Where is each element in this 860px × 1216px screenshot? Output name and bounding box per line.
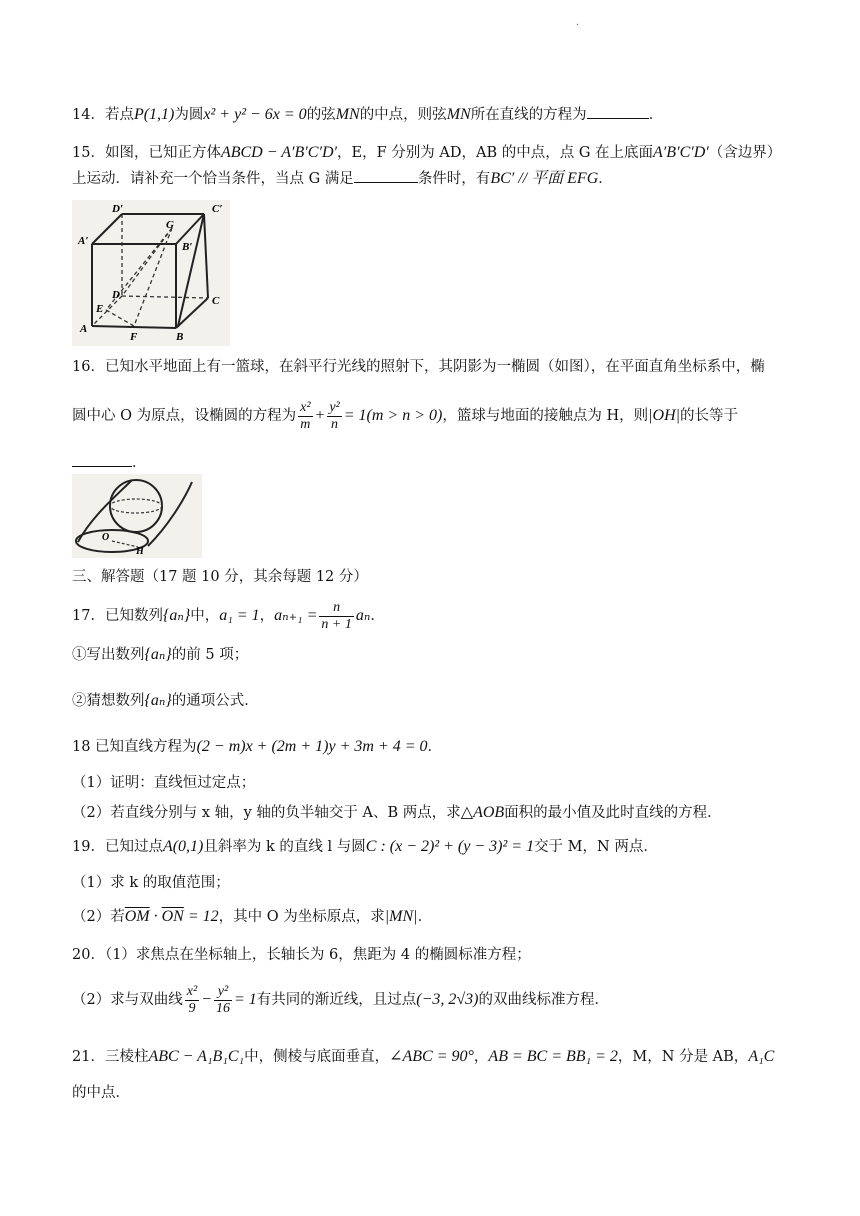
q17-sub2-prefix: ②猜想数列 (72, 693, 145, 709)
label-a: A (80, 323, 88, 335)
label-b: B (176, 331, 184, 343)
q14-prefix: 14．若点 (72, 107, 134, 123)
q21-a1c: A₁C (748, 1048, 775, 1065)
question-20-sub-2 (72, 980, 609, 1020)
q18-sub1: （1）证明：直线恒过定点； (72, 775, 256, 791)
q21-prism: ABC − A₁B₁C₁ (148, 1048, 245, 1065)
basketball-figure (72, 474, 202, 558)
q16-plus: + (314, 407, 326, 424)
q14-chord-mn: MN (335, 106, 360, 123)
q15-prefix: 15．如图，已知正方体 (72, 145, 221, 161)
question-18-sub-1 (72, 772, 255, 794)
q15-cube: ABCD − A′B′C′D′ (220, 144, 338, 161)
q20-fraction-x: $\frac{\text{x²}}{9}$ (186, 983, 198, 1016)
q18-end: ． (427, 739, 443, 755)
q18-equation: (2 − m)x + (2m + 1)y + 3m + 4 = 0 (196, 738, 428, 755)
label-h: H (136, 546, 144, 557)
q17-sub1-prefix: ①写出数列 (72, 647, 145, 663)
label-d1: D′ (112, 203, 124, 215)
q20-minus: − (201, 991, 212, 1008)
q16-line2-end: 的长等于 (680, 408, 739, 424)
q17-sub2-seq: {aₙ} (144, 692, 172, 709)
q17-sub2-end: 的通项公式． (171, 693, 259, 709)
q19-sub2-end: ． (417, 909, 433, 925)
question-16-line-2 (72, 396, 738, 436)
question-14 (72, 104, 663, 126)
label-g: G (166, 219, 174, 231)
question-19-sub-2 (72, 906, 432, 928)
label-c: C (212, 295, 220, 307)
q15-parallel: BC′ // 平面 EFG (490, 170, 599, 187)
q18-sub2-end: 面积的最小值及此时直线的方程． (504, 805, 722, 821)
q20-sub2-mid: 有共同的渐近线，且过点 (256, 992, 417, 1008)
q17-comma: ， (259, 608, 275, 624)
q14-end: ． (648, 107, 664, 123)
q19-dot: · (149, 908, 162, 925)
q19-prefix: 19．已知过点 (72, 839, 163, 855)
question-17-sub-2 (72, 690, 259, 712)
q17-fraction: $\frac{n}{n + 1}$ (321, 599, 352, 632)
q19-mn: |MN| (384, 908, 418, 925)
q21-angle: ∠ABC = 90° (389, 1048, 474, 1065)
question-21 (72, 1046, 774, 1068)
q17-a1: a₁ = 1 (219, 607, 260, 624)
q20-fraction-y: $\frac{\text{y²}}{16}$ (215, 983, 230, 1016)
q17-an: aₙ (355, 607, 371, 624)
question-15-line-1 (72, 142, 781, 164)
q18-sub2-prefix: （2）若直线分别与 x 轴，y 轴的负半轴交于 A、B 两点，求 (72, 805, 461, 821)
q15-line1-end: （含边界） (708, 145, 782, 161)
label-b1: B′ (182, 241, 193, 253)
q20-sub2-end: 的双曲线标准方程． (478, 992, 609, 1008)
question-18-sub-2 (72, 802, 722, 824)
label-e: E (96, 303, 104, 315)
q21-sides: AB = BC = BB₁ = 2 (488, 1048, 618, 1065)
q16-line2-mid: ，篮球与地面的接触点为 H，则 (442, 408, 649, 424)
q19-eq: = 12 (183, 908, 219, 925)
q15-line2-prefix: 上运动．请补充一个恰当条件，当点 G 满足 (72, 171, 354, 187)
q17-sub1-seq: {aₙ} (144, 646, 172, 663)
section-3-title: 三、解答题（17 题 10 分，其余每题 12 分） (72, 569, 368, 585)
q21-line2: 的中点． (72, 1085, 130, 1101)
q14-answer-blank[interactable] (587, 118, 649, 119)
q17-mid: 中， (190, 608, 220, 624)
page-mark: · (576, 20, 580, 31)
question-16-line-3 (72, 452, 147, 474)
q21-comma: ， (473, 1049, 489, 1065)
q19-vector-on: $\overline{ON}$ (161, 908, 184, 925)
q21-mid2: ，M，N 分是 AB， (617, 1049, 749, 1065)
q19-sub2-mid: ，其中 O 为坐标原点，求 (218, 909, 385, 925)
q20-sub1: 20．（1）求焦点在坐标轴上，长轴长为 6，焦距为 4 的椭圆标准方程； (72, 947, 531, 963)
q19-end: 交于 M，N 两点． (534, 839, 658, 855)
q19-circle: C : (x − 2)² + (y − 3)² = 1 (365, 838, 535, 855)
q14-mid4: 所在直线的方程为 (470, 107, 587, 123)
q15-mid: ，E，F 分别为 AD，AB 的中点，点 G 在上底面 (337, 145, 654, 161)
q16-eq-rest: = 1(m > n > 0) (343, 407, 443, 424)
q15-line2-mid: 条件时，有 (417, 171, 491, 187)
q16-oh: |OH| (648, 407, 681, 424)
question-19-sub-1 (72, 872, 230, 894)
q17-an1: aₙ₊₁ = (274, 607, 318, 624)
question-20-sub-1 (72, 944, 531, 966)
q19-point: A(0,1) (162, 838, 204, 855)
q15-answer-blank[interactable] (354, 182, 418, 183)
q16-fraction-y: $\frac{\text{y²}}{n}$ (329, 399, 340, 432)
q19-sub2-prefix: （2）若 (72, 909, 125, 925)
question-19 (72, 836, 658, 858)
label-d: D (112, 289, 120, 301)
q17-seq: {aₙ} (162, 607, 191, 624)
cube-figure (72, 200, 230, 346)
question-17-sub-1 (72, 644, 248, 666)
question-16-line-1 (72, 356, 765, 378)
q16-line2-prefix: 圆中心 O 为原点，设椭圆的方程为 (72, 408, 297, 424)
q15-line2-end: ． (598, 171, 613, 187)
q14-point: P(1,1) (133, 106, 175, 123)
q17-prefix: 17．已知数列 (72, 608, 163, 624)
q19-sub1: （1）求 k 的取值范围； (72, 875, 230, 891)
q14-mid3: 的中点，则弦 (359, 107, 447, 123)
q14-mid2: 的弦 (306, 107, 336, 123)
question-18 (72, 736, 442, 758)
question-21-line-2 (72, 1082, 130, 1104)
q19-mid: 且斜率为 k 的直线 l 与圆 (203, 839, 366, 855)
question-17 (72, 596, 385, 636)
q18-triangle: △AOB (460, 804, 505, 821)
q17-sub1-end: 的前 5 项； (171, 647, 249, 663)
q20-point: (−3, 2√3) (416, 991, 479, 1008)
q17-end: ． (370, 608, 385, 624)
q21-prefix: 21．三棱柱 (72, 1049, 149, 1065)
q16-line3-end: ． (132, 455, 147, 471)
question-15-line-2 (72, 168, 613, 190)
q18-prefix: 18 已知直线方程为 (72, 739, 197, 755)
label-o: O (102, 532, 110, 543)
q14-chord-mn-2: MN (446, 106, 471, 123)
q14-mid1: 为圆 (174, 107, 204, 123)
q20-sub2-prefix: （2）求与双曲线 (72, 992, 183, 1008)
label-a1: A′ (78, 235, 89, 247)
label-f: F (130, 331, 138, 343)
label-c1: C′ (212, 203, 223, 215)
q21-mid1: 中，侧棱与底面垂直， (244, 1049, 390, 1065)
q16-fraction-x: $\frac{\text{x²}}{m}$ (300, 399, 311, 432)
q15-face: A′B′C′D′ (653, 144, 709, 161)
q16-answer-blank[interactable] (72, 466, 132, 467)
section-3-heading (72, 566, 368, 588)
q14-circle-equation: x² + y² − 6x = 0 (203, 106, 307, 123)
q16-line1: 16．已知水平地面上有一篮球，在斜平行光线的照射下，其阴影为一椭圆（如图），在平面直角坐标系中，椭 (72, 359, 765, 375)
q20-eq-rest: = 1 (233, 991, 257, 1008)
q19-vector-om: $\overline{OM}$ (124, 908, 150, 925)
